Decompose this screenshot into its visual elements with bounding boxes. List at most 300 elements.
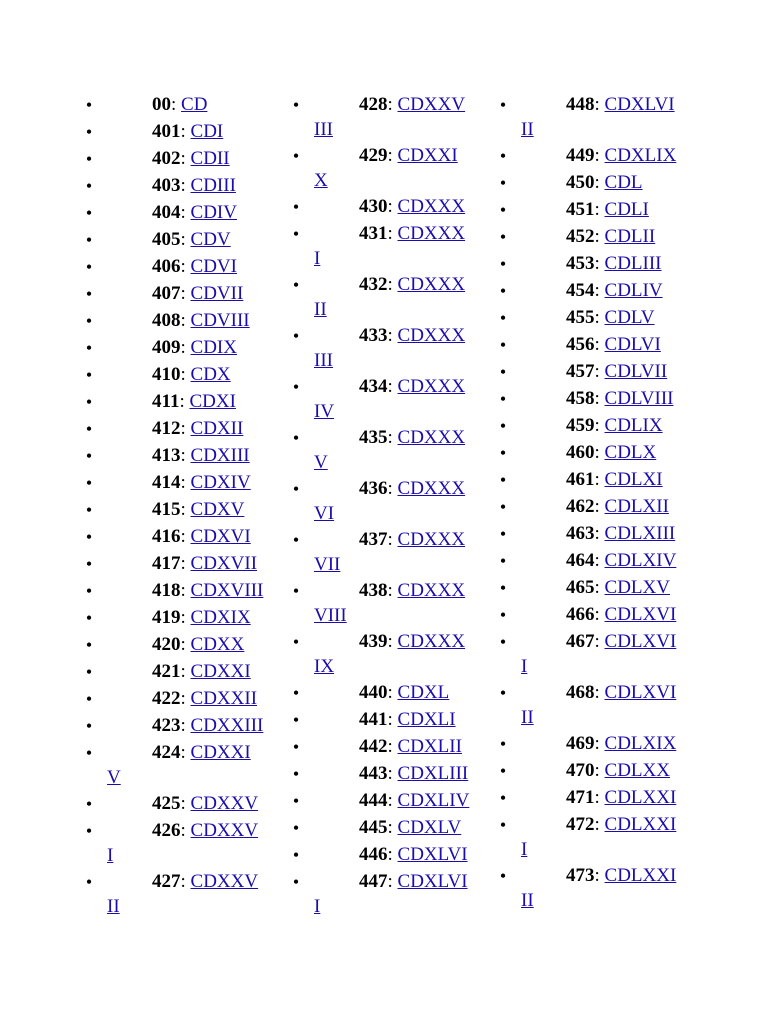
roman-numeral-link[interactable]: CDIII: [190, 175, 236, 196]
roman-numeral-link[interactable]: CDLXIV: [604, 550, 677, 571]
bullet-icon: •: [499, 443, 507, 463]
separator: :: [387, 817, 398, 838]
list-item-head: [566, 760, 670, 782]
list-item-head: [359, 682, 449, 704]
separator: :: [180, 229, 191, 250]
bullet-icon: •: [85, 716, 93, 736]
bullet-icon: •: [85, 176, 93, 196]
roman-numeral-link[interactable]: CDLVII: [604, 361, 668, 382]
bullet-icon: •: [292, 326, 300, 346]
list-column-2: [289, 94, 489, 954]
list-item: [82, 337, 282, 364]
list-item: [496, 226, 696, 253]
bullet-icon: •: [499, 734, 507, 754]
separator: :: [387, 223, 398, 244]
roman-numeral-link-continuation[interactable]: III: [314, 119, 333, 140]
item-number: 451: [566, 199, 595, 220]
roman-numeral-link[interactable]: CDVIII: [190, 310, 250, 331]
list-item-head: [152, 580, 263, 602]
list-item-head: [359, 790, 469, 812]
roman-numeral-link[interactable]: CDXXIII: [190, 715, 264, 736]
item-number: 460: [566, 442, 595, 463]
list-item-head: [566, 523, 675, 545]
roman-numeral-link-continuation[interactable]: III: [314, 350, 333, 371]
list-item-head: [152, 661, 251, 683]
roman-numeral-link-continuation[interactable]: II: [521, 890, 534, 911]
item-number: 409: [152, 337, 181, 358]
list-item: [496, 469, 696, 496]
roman-numeral-link[interactable]: CDXLIII: [397, 763, 469, 784]
bullet-icon: •: [499, 362, 507, 382]
bullet-icon: •: [499, 578, 507, 598]
roman-numeral-link[interactable]: CDLXXI: [604, 865, 677, 886]
bullet-icon: •: [499, 281, 507, 301]
separator: :: [387, 709, 398, 730]
roman-numeral-link[interactable]: CDXL: [397, 682, 450, 703]
roman-numeral-link-continuation[interactable]: I: [314, 248, 321, 269]
item-number: 402: [152, 148, 181, 169]
separator: :: [594, 682, 605, 703]
item-number: 428: [359, 94, 388, 115]
bullet-icon: •: [85, 311, 93, 331]
item-number: 417: [152, 553, 181, 574]
separator: :: [594, 550, 605, 571]
list-item-head: [566, 604, 676, 626]
list-item-head: [566, 733, 676, 755]
list-item-head: [359, 580, 465, 602]
bullet-icon: •: [499, 173, 507, 193]
list-item: [82, 742, 282, 793]
item-number: 471: [566, 787, 595, 808]
roman-numeral-link[interactable]: CDXI: [189, 391, 236, 412]
bullet-icon: •: [85, 689, 93, 709]
list-item-head: [152, 820, 258, 842]
roman-numeral-link-continuation[interactable]: VIII: [314, 605, 347, 626]
item-number: 419: [152, 607, 181, 628]
list-item-head: [152, 175, 236, 197]
roman-numeral-link[interactable]: CDXXX: [397, 274, 466, 295]
separator: :: [387, 427, 398, 448]
bullet-icon: •: [292, 377, 300, 397]
list-item: [289, 427, 489, 478]
separator: :: [594, 226, 605, 247]
roman-numeral-link[interactable]: CDV: [190, 229, 231, 250]
bullet-icon: •: [499, 227, 507, 247]
bullet-icon: •: [85, 95, 93, 115]
roman-numeral-link[interactable]: CDXV: [190, 499, 245, 520]
roman-numeral-link[interactable]: CDXXV: [397, 94, 466, 115]
list-item-head: [152, 607, 251, 629]
list-item-head: [152, 202, 237, 224]
list-item-head: [152, 526, 251, 548]
list-item-head: [359, 709, 456, 731]
separator: :: [180, 418, 191, 439]
list-item: [496, 604, 696, 631]
separator: :: [180, 364, 191, 385]
list-item-head: [359, 631, 465, 653]
roman-numeral-link[interactable]: CDXII: [190, 418, 244, 439]
list-item-head: [359, 196, 465, 218]
roman-numeral-link[interactable]: CDLXIX: [604, 733, 677, 754]
separator: :: [594, 361, 605, 382]
list-item: [82, 175, 282, 202]
roman-numeral-link[interactable]: CDXIV: [190, 472, 251, 493]
separator: :: [594, 733, 605, 754]
separator: :: [180, 526, 191, 547]
bullet-icon: •: [292, 872, 300, 892]
roman-numeral-link[interactable]: CDXXX: [397, 478, 466, 499]
item-number: 437: [359, 529, 388, 550]
list-column-1: [82, 94, 282, 954]
list-item: [496, 865, 696, 916]
separator: :: [594, 334, 605, 355]
list-item: [496, 415, 696, 442]
roman-numeral-link[interactable]: CDLXVI: [604, 631, 677, 652]
separator: :: [180, 688, 191, 709]
roman-numeral-link[interactable]: CDVI: [190, 256, 237, 277]
roman-numeral-link[interactable]: CDXIII: [190, 445, 250, 466]
list-item: [289, 94, 489, 145]
roman-numeral-link-continuation[interactable]: X: [314, 170, 328, 191]
item-number: 458: [566, 388, 595, 409]
roman-numeral-link[interactable]: CDIV: [190, 202, 237, 223]
list-item-head: [359, 427, 465, 449]
roman-numeral-link[interactable]: CDXLVI: [397, 844, 468, 865]
roman-numeral-link-continuation[interactable]: I: [107, 845, 114, 866]
list-item: [82, 526, 282, 553]
list-item: [289, 580, 489, 631]
item-number: 434: [359, 376, 388, 397]
item-number: 467: [566, 631, 595, 652]
roman-numeral-link[interactable]: CDXXX: [397, 196, 466, 217]
roman-numeral-link[interactable]: CDXXX: [397, 223, 466, 244]
roman-numeral-link[interactable]: CDXXI: [397, 145, 458, 166]
bullet-icon: •: [85, 230, 93, 250]
list-item: [82, 580, 282, 607]
separator: :: [387, 94, 398, 115]
list-item: [289, 274, 489, 325]
list-item-head: [359, 223, 465, 245]
item-number: 422: [152, 688, 181, 709]
item-number: 426: [152, 820, 181, 841]
roman-numeral-link[interactable]: CDXLIV: [397, 790, 470, 811]
roman-numeral-link[interactable]: CDIX: [190, 337, 237, 358]
roman-numeral-link[interactable]: CDLIII: [604, 253, 662, 274]
list-item: [82, 148, 282, 175]
roman-numeral-link[interactable]: CDII: [190, 148, 230, 169]
list-item: [289, 223, 489, 274]
roman-numeral-link[interactable]: CDLIX: [604, 415, 663, 436]
roman-numeral-link[interactable]: CDLVIII: [604, 388, 674, 409]
item-number: 445: [359, 817, 388, 838]
roman-numeral-link[interactable]: CD: [181, 94, 208, 115]
roman-numeral-link[interactable]: CDLXVI: [604, 604, 677, 625]
roman-numeral-link[interactable]: CDLXVI: [604, 682, 677, 703]
list-item: [496, 814, 696, 865]
separator: :: [180, 283, 191, 304]
separator: :: [387, 529, 398, 550]
bullet-icon: •: [292, 146, 300, 166]
roman-numeral-link[interactable]: CDLX: [604, 442, 657, 463]
separator: :: [180, 337, 191, 358]
list-item-head: [359, 145, 458, 167]
bullet-icon: •: [499, 335, 507, 355]
roman-numeral-link[interactable]: CDL: [604, 172, 643, 193]
roman-numeral-link[interactable]: CDXXV: [190, 793, 259, 814]
separator: :: [180, 715, 191, 736]
list-item: [496, 388, 696, 415]
roman-numeral-link[interactable]: CDXVIII: [190, 580, 264, 601]
item-number: 468: [566, 682, 595, 703]
list-item-head: [152, 148, 230, 170]
bullet-icon: •: [499, 683, 507, 703]
roman-numeral-link[interactable]: CDXX: [190, 634, 245, 655]
item-number: 401: [152, 121, 181, 142]
list-item: [82, 94, 282, 121]
roman-numeral-link[interactable]: CDXVI: [190, 526, 251, 547]
roman-numeral-link-continuation[interactable]: VI: [314, 503, 335, 524]
bullet-icon: •: [85, 581, 93, 601]
list-item: [82, 607, 282, 634]
item-number: 441: [359, 709, 388, 730]
bullet-icon: •: [85, 149, 93, 169]
list-item: [82, 445, 282, 472]
roman-numeral-link-continuation[interactable]: IX: [314, 656, 335, 677]
bullet-icon: •: [85, 821, 93, 841]
item-number: 454: [566, 280, 595, 301]
item-number: 449: [566, 145, 595, 166]
roman-numeral-link[interactable]: CDLXXI: [604, 787, 677, 808]
roman-numeral-link-continuation[interactable]: V: [107, 767, 121, 788]
roman-numeral-link[interactable]: CDXLV: [397, 817, 462, 838]
roman-numeral-link[interactable]: CDI: [190, 121, 224, 142]
roman-numeral-link[interactable]: CDLVI: [604, 334, 661, 355]
separator: :: [180, 607, 191, 628]
list-item-head: [566, 550, 676, 572]
list-item-head: [359, 844, 468, 866]
separator: :: [180, 661, 191, 682]
bullet-icon: •: [499, 146, 507, 166]
list-item: [289, 682, 489, 709]
item-number: 446: [359, 844, 388, 865]
separator: :: [594, 787, 605, 808]
list-item-head: [566, 442, 656, 464]
item-number: 440: [359, 682, 388, 703]
bullet-icon: •: [499, 95, 507, 115]
bullet-icon: •: [85, 419, 93, 439]
separator: :: [387, 376, 398, 397]
list-item-head: [152, 229, 231, 251]
bullet-icon: •: [292, 224, 300, 244]
roman-numeral-link[interactable]: CDLI: [604, 199, 649, 220]
roman-numeral-link[interactable]: CDXXX: [397, 427, 466, 448]
list-item-head: [359, 871, 468, 893]
item-number: 405: [152, 229, 181, 250]
list-item-head: [152, 742, 251, 764]
list-item: [289, 325, 489, 376]
bullet-icon: •: [292, 632, 300, 652]
separator: :: [594, 199, 605, 220]
roman-numeral-link[interactable]: CDXXII: [190, 688, 258, 709]
item-number: 424: [152, 742, 181, 763]
separator: :: [594, 307, 605, 328]
roman-numeral-link[interactable]: CDXLVI: [397, 871, 468, 892]
roman-numeral-link-continuation[interactable]: I: [521, 839, 528, 860]
separator: :: [594, 253, 605, 274]
roman-numeral-link-continuation[interactable]: II: [107, 896, 120, 917]
separator: :: [180, 793, 191, 814]
list-item: [496, 280, 696, 307]
item-number: 411: [152, 391, 180, 412]
separator: :: [594, 865, 605, 886]
roman-numeral-link-continuation[interactable]: I: [521, 656, 528, 677]
separator: :: [594, 442, 605, 463]
item-number: 425: [152, 793, 181, 814]
list-item: [496, 760, 696, 787]
list-item-head: [359, 529, 465, 551]
roman-numeral-link[interactable]: CDLXX: [604, 760, 670, 781]
bullet-icon: •: [292, 95, 300, 115]
item-number: 470: [566, 760, 595, 781]
roman-numeral-link[interactable]: CDXLII: [397, 736, 462, 757]
roman-numeral-link[interactable]: CDLXXI: [604, 814, 677, 835]
list-item-head: [152, 283, 243, 305]
separator: :: [180, 871, 191, 892]
roman-numeral-link[interactable]: CDXXI: [190, 742, 251, 763]
list-item: [82, 499, 282, 526]
roman-numeral-link[interactable]: CDLIV: [604, 280, 663, 301]
roman-numeral-link-continuation[interactable]: II: [521, 707, 534, 728]
list-item: [289, 763, 489, 790]
separator: :: [180, 499, 191, 520]
roman-numeral-link[interactable]: CDLXII: [604, 496, 669, 517]
roman-numeral-link[interactable]: CDXXV: [190, 820, 259, 841]
roman-numeral-link-continuation[interactable]: II: [521, 119, 534, 140]
roman-numeral-link[interactable]: CDXIX: [190, 607, 251, 628]
item-number: 410: [152, 364, 181, 385]
item-number: 432: [359, 274, 388, 295]
bullet-icon: •: [85, 662, 93, 682]
roman-numeral-link[interactable]: CDXLIX: [604, 145, 677, 166]
list-item: [82, 229, 282, 256]
list-item-head: [566, 631, 676, 653]
bullet-icon: •: [85, 446, 93, 466]
roman-numeral-link[interactable]: CDXXX: [397, 325, 466, 346]
roman-numeral-link[interactable]: CDXXX: [397, 376, 466, 397]
separator: :: [179, 391, 190, 412]
bullet-icon: •: [499, 200, 507, 220]
item-number: 456: [566, 334, 595, 355]
roman-numeral-link[interactable]: CDLXIII: [604, 523, 676, 544]
separator: :: [594, 469, 605, 490]
list-item: [496, 733, 696, 760]
roman-numeral-link[interactable]: CDX: [190, 364, 231, 385]
roman-numeral-link-continuation[interactable]: V: [314, 452, 328, 473]
separator: :: [180, 553, 191, 574]
roman-numeral-link[interactable]: CDLII: [604, 226, 656, 247]
separator: :: [171, 94, 182, 115]
roman-numeral-link[interactable]: CDXLI: [397, 709, 456, 730]
list-item: [496, 523, 696, 550]
list-item: [289, 196, 489, 223]
list-item-head: [566, 226, 655, 248]
roman-numeral-link[interactable]: CDXXX: [397, 529, 466, 550]
bullet-icon: •: [85, 338, 93, 358]
item-number: 429: [359, 145, 388, 166]
roman-numeral-link-continuation[interactable]: II: [314, 299, 327, 320]
item-number: 448: [566, 94, 595, 115]
list-item-head: [566, 865, 676, 887]
separator: :: [180, 634, 191, 655]
list-item: [289, 736, 489, 763]
list-item: [82, 820, 282, 871]
roman-numeral-link[interactable]: CDXXX: [397, 631, 466, 652]
roman-numeral-link[interactable]: CDXXI: [190, 661, 251, 682]
item-number: 464: [566, 550, 595, 571]
list-item: [82, 310, 282, 337]
bullet-icon: •: [499, 254, 507, 274]
separator: :: [594, 523, 605, 544]
roman-numeral-link[interactable]: CDVII: [190, 283, 244, 304]
list-item-head: [566, 94, 675, 116]
bullet-icon: •: [499, 788, 507, 808]
separator: :: [387, 631, 398, 652]
list-item-head: [152, 871, 258, 893]
roman-numeral-link[interactable]: CDLXV: [604, 577, 670, 598]
list-item-head: [566, 307, 655, 329]
item-number: 00: [152, 94, 171, 115]
bullet-icon: •: [85, 872, 93, 892]
list-item: [289, 529, 489, 580]
roman-numeral-link-continuation[interactable]: VII: [314, 554, 341, 575]
item-number: 412: [152, 418, 181, 439]
list-item-head: [359, 325, 465, 347]
item-number: 418: [152, 580, 181, 601]
roman-numeral-link[interactable]: CDLV: [604, 307, 655, 328]
item-number: 415: [152, 499, 181, 520]
roman-numeral-link[interactable]: CDXLVI: [604, 94, 675, 115]
roman-numeral-link[interactable]: CDXXX: [397, 580, 466, 601]
separator: :: [594, 577, 605, 598]
roman-numeral-link-continuation[interactable]: IV: [314, 401, 335, 422]
roman-numeral-link[interactable]: CDXVII: [190, 553, 258, 574]
item-number: 438: [359, 580, 388, 601]
roman-numeral-link[interactable]: CDXXV: [190, 871, 259, 892]
list-item-head: [152, 715, 263, 737]
bullet-icon: •: [292, 845, 300, 865]
bullet-icon: •: [85, 203, 93, 223]
list-item-head: [152, 418, 243, 440]
bullet-icon: •: [499, 389, 507, 409]
roman-numeral-link-continuation[interactable]: I: [314, 896, 321, 917]
bullet-icon: •: [499, 815, 507, 835]
item-number: 435: [359, 427, 388, 448]
separator: :: [594, 631, 605, 652]
roman-numeral-link[interactable]: CDLXI: [604, 469, 663, 490]
item-number: 404: [152, 202, 181, 223]
separator: :: [387, 145, 398, 166]
list-item: [496, 199, 696, 226]
list-item: [289, 478, 489, 529]
item-number: 450: [566, 172, 595, 193]
item-number: 472: [566, 814, 595, 835]
item-number: 453: [566, 253, 595, 274]
separator: :: [594, 280, 605, 301]
item-number: 455: [566, 307, 595, 328]
list-item-head: [566, 334, 661, 356]
item-number: 436: [359, 478, 388, 499]
separator: :: [180, 202, 191, 223]
